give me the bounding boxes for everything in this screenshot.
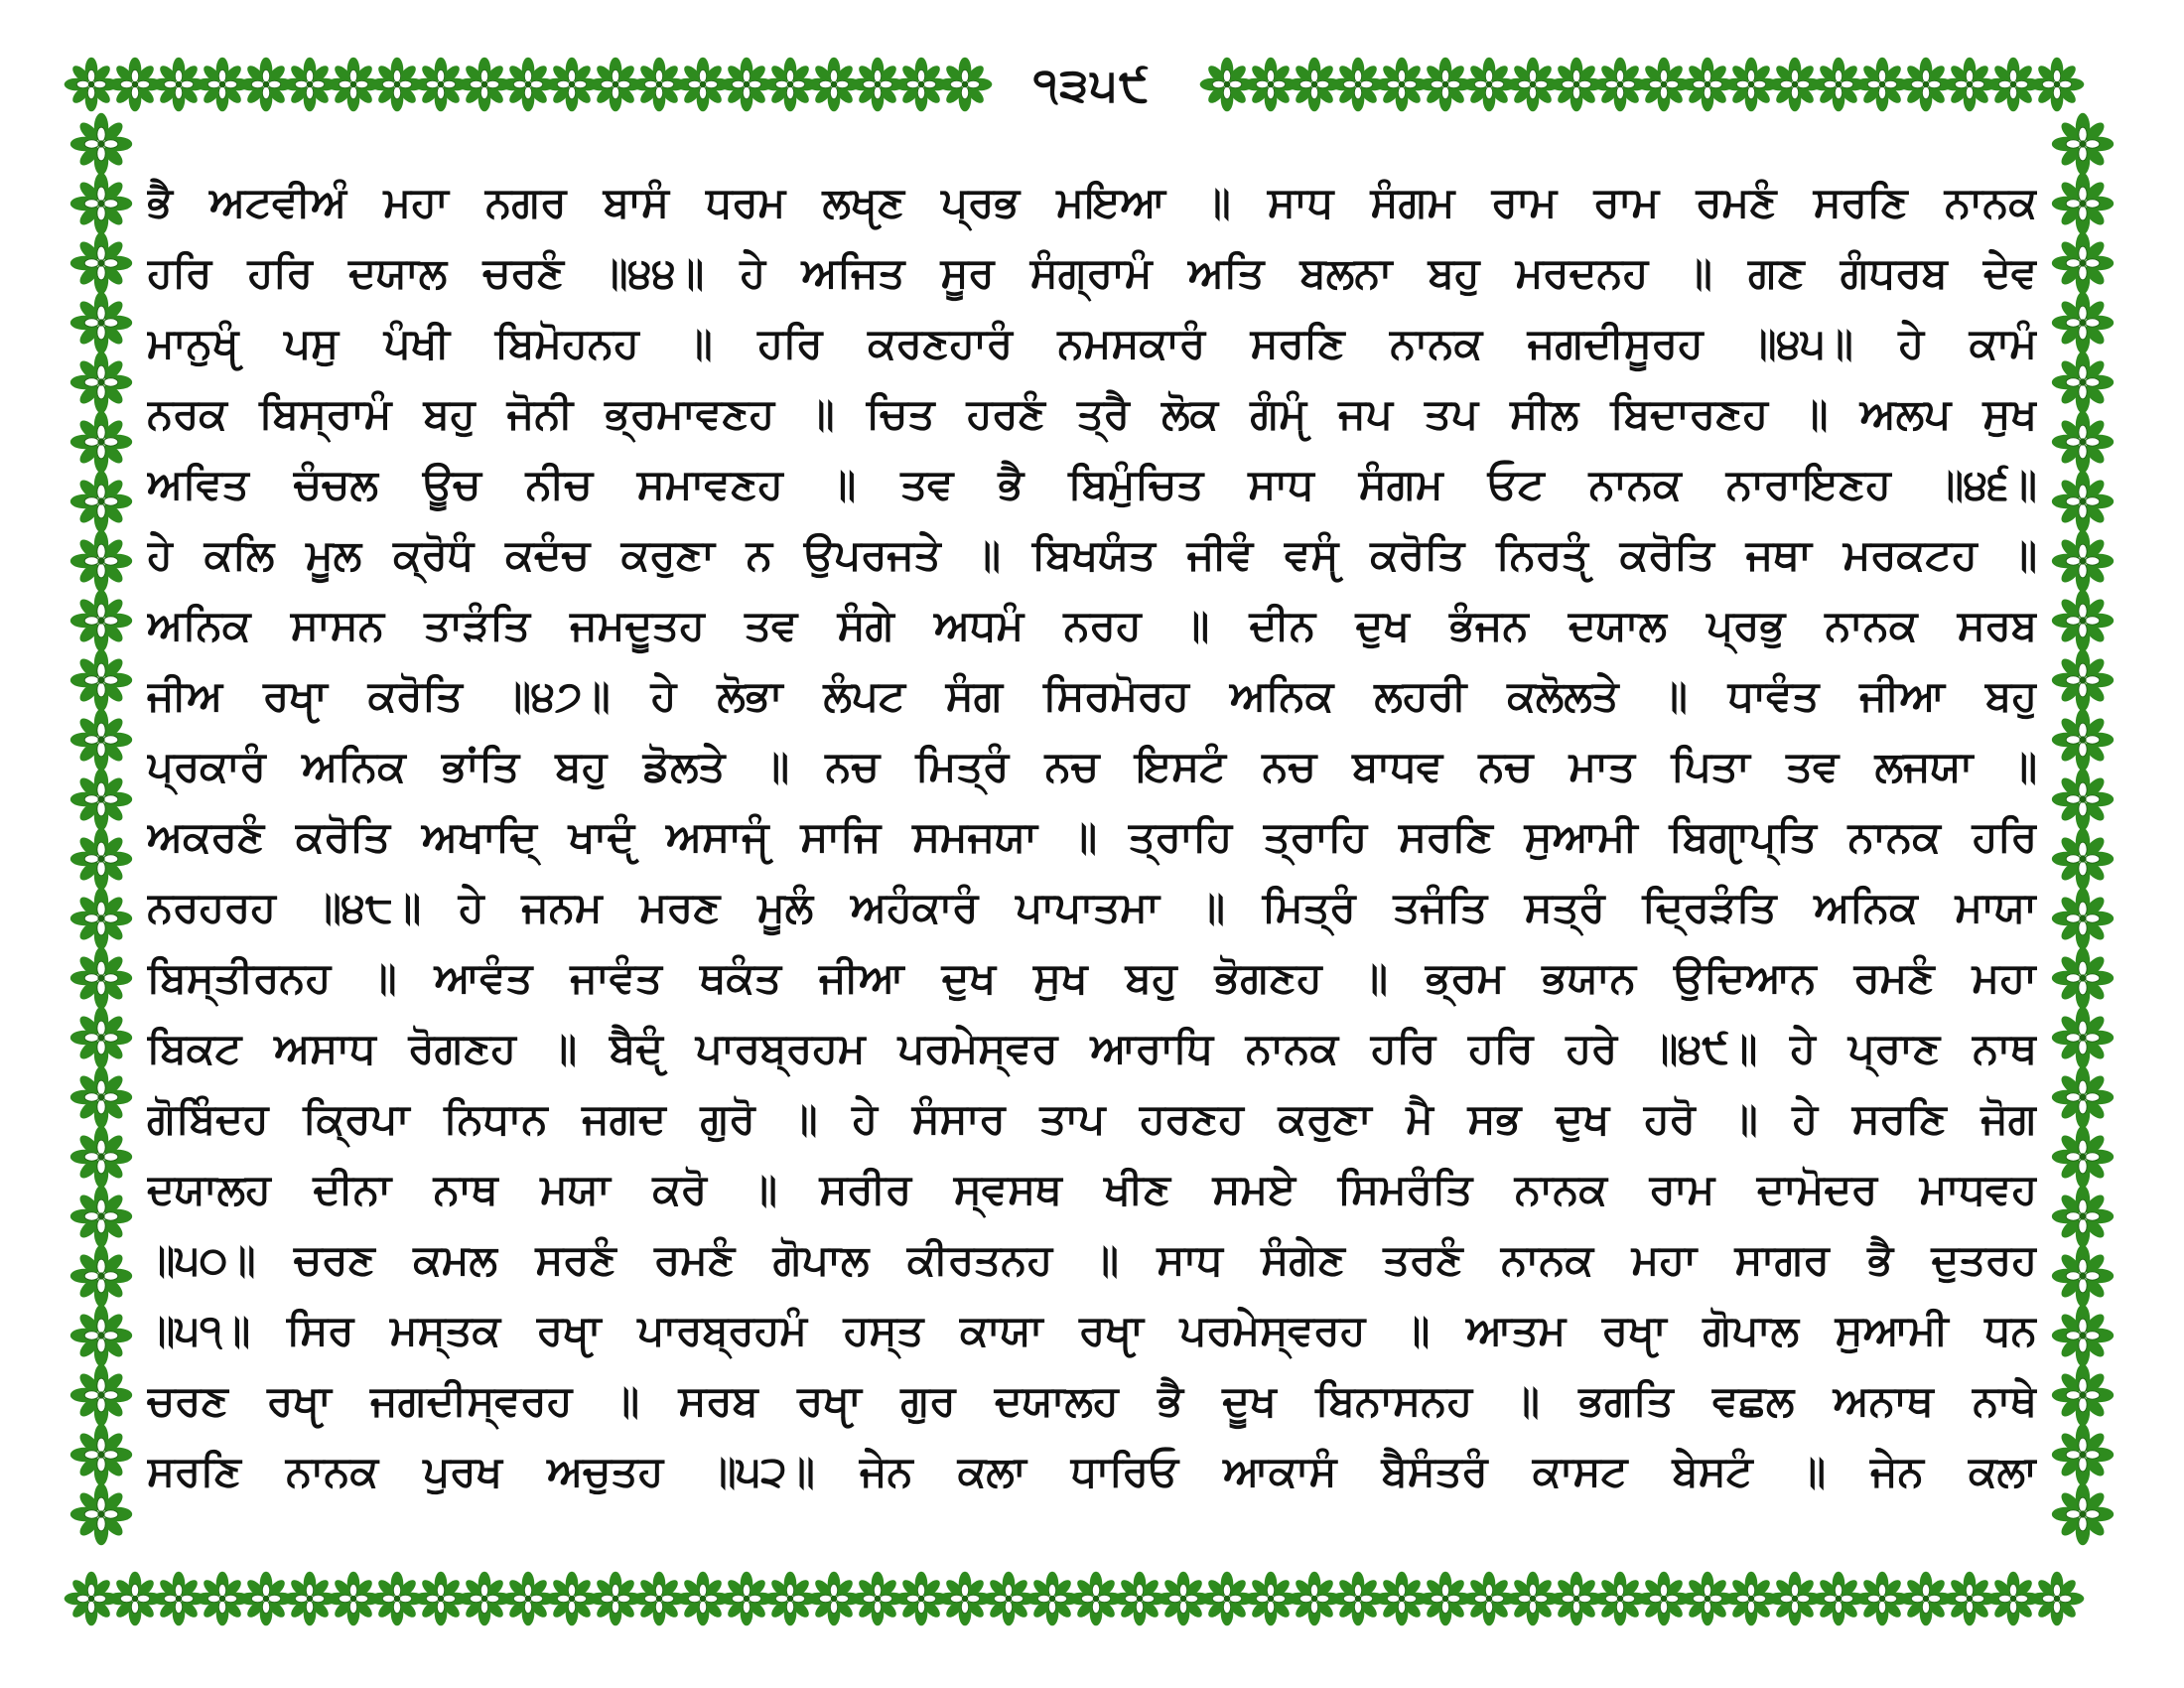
- flower-icon: [2052, 828, 2114, 890]
- flower-icon: [2052, 1305, 2114, 1366]
- flower-icon: [2052, 888, 2114, 949]
- flower-icon: [2030, 1572, 2085, 1626]
- flower-icon: [2052, 1186, 2114, 1247]
- flower-icon: [70, 649, 132, 711]
- verse-line: ਗੋਬਿੰਦਹ ਕ੍ਰਿਪਾ ਨਿਧਾਨ ਜਗਦ ਗੁਰੋ ॥ ਹੇ ਸੰਸਾਰ ਤਾਪ ਹਰਣਹ ਕਰੁਣਾ ਮੈ ਸਭ ਦੁਖ ਹਰੋ ॥ ਹੇ ਸਰਣਿ ਜੋਗ: [147, 1094, 2037, 1143]
- flower-icon: [70, 411, 132, 473]
- verse-line: ਬਿਸ੍ਤੀਰਨਹ ॥ ਆਵੰਤ ਜਾਵੰਤ ਥਕੰਤ ਜੀਆ ਦੁਖ ਸੁਖ ਬਹੁ ਭੋਗਣਹ ॥ ਭ੍ਰਮ ਭਯਾਨ ਉਦਿਆਨ ਰਮਣੰ ਮਹਾ: [147, 953, 2037, 1002]
- verse-line: ਨਰਹਰਹ ॥੪੮॥ ਹੇ ਜਨਮ ਮਰਣ ਮੂਲੰ ਅਹੰਕਾਰੰ ਪਾਪਾਤਮਾ ॥ ਮਿਤ੍ਰੰ ਤਜੰਤਿ ਸਤ੍ਰੰ ਦ੍ਰਿੜੰਤਿ ਅਨਿਕ ਮਾਯਾ: [147, 883, 2037, 931]
- flower-icon: [70, 1126, 132, 1188]
- flower-icon: [70, 1007, 132, 1068]
- flower-icon: [2052, 1245, 2114, 1307]
- flower-icon: [2052, 649, 2114, 711]
- verse-line: ॥੫੦॥ ਚਰਣ ਕਮਲ ਸਰਣੰ ਰਮਣੰ ਗੋਪਾਲ ਕੀਰਤਨਹ ॥ ਸਾਧ ਸੰਗੇਣ ਤਰਣੰ ਨਾਨਕ ਮਹਾ ਸਾਗਰ ਭੈ ਦੁਤਰਹ: [147, 1235, 2037, 1284]
- flower-icon: [2052, 1126, 2114, 1188]
- flower-icon: [2052, 590, 2114, 651]
- flower-icon: [2052, 411, 2114, 473]
- flower-icon: [70, 292, 132, 353]
- flower-icon: [70, 590, 132, 651]
- flower-icon: [70, 1305, 132, 1366]
- flower-icon: [2052, 113, 2114, 175]
- flower-icon: [2052, 1007, 2114, 1068]
- flower-icon: [2052, 471, 2114, 532]
- flower-icon: [70, 888, 132, 949]
- flower-icon: [2052, 173, 2114, 234]
- verse-line: ਪ੍ਰਕਾਰੰ ਅਨਿਕ ਭਾਂਤਿ ਬਹੁ ਡੋਲਤੇ ॥ ਨਚ ਮਿਤ੍ਰੰ ਨਚ ਇਸਟੰ ਨਚ ਬਾਧਵ ਨਚ ਮਾਤ ਪਿਤਾ ਤਵ ਲਜਯਾ ॥: [147, 742, 2037, 790]
- verse-line: ਨਰਕ ਬਿਸ੍ਰਾਮੰ ਬਹੁ ਜੋਨੀ ਭ੍ਰਮਾਵਣਹ ॥ ਚਿਤ ਹਰਣੰ ਤ੍ਰੈ ਲੋਕ ਗੰਮੵੰ ਜਪ ਤਪ ਸੀਲ ਬਿਦਾਰਣਹ ॥ ਅਲਪ ਸੁਖ: [147, 389, 2037, 438]
- flower-icon: [938, 58, 993, 112]
- flower-icon: [2052, 530, 2114, 592]
- verse-line: ਹੇ ਕਲਿ ਮੂਲ ਕ੍ਰੋਧੰ ਕਦੰਚ ਕਰੁਣਾ ਨ ਉਪਰਜਤੇ ॥ ਬਿਖਯੰਤ ਜੀਵੰ ਵਸੵੰ ਕਰੋਤਿ ਨਿਰਤੵੰ ਕਰੋਤਿ ਜਥਾ ਮਰਕਟਹ ॥: [147, 530, 2037, 579]
- verse-text-block: [147, 167, 2037, 1577]
- verse-line: ਹਰਿ ਹਰਿ ਦਯਾਲ ਚਰਣੰ ॥੪੪॥ ਹੇ ਅਜਿਤ ਸੂਰ ਸੰਗ੍ਰਾਮੰ ਅਤਿ ਬਲਨਾ ਬਹੁ ਮਰਦਨਹ ॥ ਗਣ ਗੰਧਰਬ ਦੇਵ: [147, 248, 2037, 297]
- flower-icon: [2052, 947, 2114, 1009]
- page-number: ੧੩੫੯: [1032, 58, 1152, 111]
- flower-icon: [2052, 1066, 2114, 1128]
- verse-line: ਅਨਿਕ ਸਾਸਨ ਤਾੜੰਤਿ ਜਮਦੂਤਹ ਤਵ ਸੰਗੇ ਅਧਮੰ ਨਰਹ ॥ ਦੀਨ ਦੁਖ ਭੰਜਨ ਦਯਾਲ ਪ੍ਰਭੁ ਨਾਨਕ ਸਰਬ: [147, 601, 2037, 649]
- verse-line: ਅਵਿਤ ਚੰਚਲ ਊਚ ਨੀਚ ਸਮਾਵਣਹ ॥ ਤਵ ਭੈ ਬਿਮੁੰਚਿਤ ਸਾਧ ਸੰਗਮ ਓਟ ਨਾਨਕ ਨਾਰਾਇਣਹ ॥੪੬॥: [147, 460, 2037, 508]
- flower-icon: [70, 1186, 132, 1247]
- flower-icon: [70, 769, 132, 830]
- page-number-plate: [1003, 50, 1181, 119]
- flower-icon: [70, 471, 132, 532]
- flower-icon: [2052, 1424, 2114, 1485]
- flower-icon: [70, 232, 132, 294]
- flower-icon: [70, 709, 132, 771]
- verse-line: ਅਕਰਣੰ ਕਰੋਤਿ ਅਖਾਦਿ੍ ਖਾਦੵੰ ਅਸਾਜੵੰ ਸਾਜਿ ਸਮਜਯਾ ॥ ਤ੍ਰਾਹਿ ਤ੍ਰਾਹਿ ਸਰਣਿ ਸੁਆਮੀ ਬਿਗੵਾਪ੍ਤਿ ਨਾਨਕ ਹਰਿ: [147, 812, 2037, 861]
- verse-line: ਦਯਾਲਹ ਦੀਨਾ ਨਾਥ ਮਯਾ ਕਰੋ ॥ ਸਰੀਰ ਸ੍ਵਸਥ ਖੀਣ ਸਮਏ ਸਿਮਰੰਤਿ ਨਾਨਕ ਰਾਮ ਦਾਮੋਦਰ ਮਾਧਵਹ: [147, 1165, 2037, 1213]
- flower-icon: [70, 947, 132, 1009]
- flower-icon: [70, 352, 132, 413]
- flower-icon: [2052, 352, 2114, 413]
- verse-line: ਭੈ ਅਟਵੀਅੰ ਮਹਾ ਨਗਰ ਬਾਸੰ ਧਰਮ ਲਖੵਣ ਪ੍ਰਭ ਮਇਆ ॥ ਸਾਧ ਸੰਗਮ ਰਾਮ ਰਾਮ ਰਮਣੰ ਸਰਣਿ ਨਾਨਕ: [147, 178, 2037, 226]
- flower-icon: [70, 1424, 132, 1485]
- flower-icon: [70, 1066, 132, 1128]
- flower-icon: [2052, 1483, 2114, 1545]
- flower-icon: [70, 113, 132, 175]
- flower-icon: [2052, 232, 2114, 294]
- flower-icon: [2052, 769, 2114, 830]
- flower-icon: [70, 1245, 132, 1307]
- flower-icon: [2052, 292, 2114, 353]
- verse-line: ਜੀਅ ਰਖੵਾ ਕਰੋਤਿ ॥੪੭॥ ਹੇ ਲੋਭਾ ਲੰਪਟ ਸੰਗ ਸਿਰਮੋਰਹ ਅਨਿਕ ਲਹਰੀ ਕਲੋਲਤੇ ॥ ਧਾਵੰਤ ਜੀਆ ਬਹੁ: [147, 671, 2037, 720]
- verse-line: ॥੫੧॥ ਸਿਰ ਮਸ੍ਤਕ ਰਖੵਾ ਪਾਰਬ੍ਰਹਮੰ ਹਸ੍ਤ ਕਾਯਾ ਰਖੵਾ ਪਰਮੇਸ੍ਵਰਹ ॥ ਆਤਮ ਰਖੵਾ ਗੋਪਾਲ ਸੁਆਮੀ ਧਨ: [147, 1306, 2037, 1354]
- flower-icon: [2030, 58, 2085, 112]
- flower-icon: [70, 828, 132, 890]
- verse-line: ਮਾਨੁਖੵੰ ਪਸੁ ਪੰਖੀ ਬਿਮੋਹਨਹ ॥ ਹਰਿ ਕਰਣਹਾਰੰ ਨਮਸਕਾਰੰ ਸਰਣਿ ਨਾਨਕ ਜਗਦੀਸੂਰਹ ॥੪੫॥ ਹੇ ਕਾਮੰ: [147, 319, 2037, 367]
- flower-icon: [2052, 1364, 2114, 1426]
- verse-line: ਸਰਣਿ ਨਾਨਕ ਪੁਰਖ ਅਚੁਤਹ ॥੫੨॥ ਜੇਨ ਕਲਾ ਧਾਰਿਓ ਆਕਾਸੰ ਬੈਸੰਤਰੰ ਕਾਸਟ ਬੇਸਟੰ ॥ ਜੇਨ ਕਲਾ: [147, 1447, 2037, 1495]
- flower-icon: [70, 530, 132, 592]
- flower-icon: [2052, 709, 2114, 771]
- flower-icon: [70, 1483, 132, 1545]
- flower-icon: [70, 1364, 132, 1426]
- verse-line: ਚਰਣ ਰਖੵਾ ਜਗਦੀਸ੍ਵਰਹ ॥ ਸਰਬ ਰਖੵਾ ਗੁਰ ਦਯਾਲਹ ਭੈ ਦੂਖ ਬਿਨਾਸਨਹ ॥ ਭਗਤਿ ਵਛਲ ਅਨਾਥ ਨਾਥੇ: [147, 1376, 2037, 1425]
- flower-icon: [70, 173, 132, 234]
- verse-line: ਬਿਕਟ ਅਸਾਧ ਰੋਗਣਹ ॥ ਬੈਦੵੰ ਪਾਰਬ੍ਰਹਮ ਪਰਮੇਸ੍ਵਰ ਆਰਾਧਿ ਨਾਨਕ ਹਰਿ ਹਰਿ ਹਰੇ ॥੪੯॥ ਹੇ ਪ੍ਰਾਣ ਨਾਥ: [147, 1024, 2037, 1072]
